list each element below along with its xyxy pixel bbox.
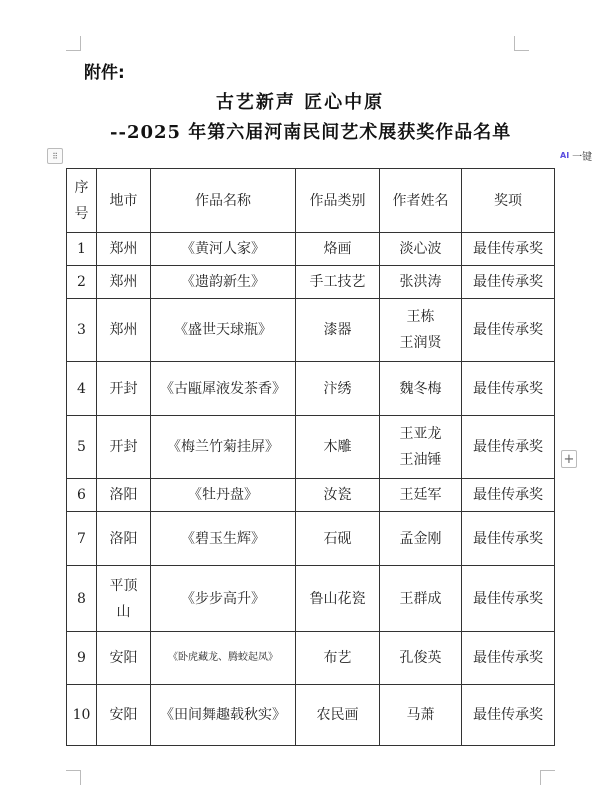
document-subtitle: --2025 年第六届河南民间艺术展获奖作品名单 — [110, 122, 512, 143]
cell-seq — [67, 416, 97, 479]
cell-award — [462, 299, 555, 362]
cell-text: 《步步高升》 — [181, 590, 265, 607]
cell-text: 马萧 — [406, 707, 435, 723]
cell-work-title — [151, 233, 296, 266]
cell-author — [380, 299, 462, 362]
page-corner-mark — [66, 770, 81, 785]
cell-work-title — [151, 362, 296, 416]
header-cell-award — [462, 169, 555, 233]
page-corner-mark — [540, 770, 555, 785]
cell-author — [380, 632, 462, 685]
cell-text: 最佳传承奖 — [473, 241, 543, 257]
cell-text: 漆器 — [323, 322, 352, 338]
cell-category — [296, 299, 380, 362]
cell-city — [97, 632, 151, 685]
cell-text: 郑州 — [109, 274, 138, 290]
cell-text: 4 — [77, 380, 86, 397]
cell-text: 王栋 王润贤 — [399, 309, 442, 351]
cell-category — [296, 362, 380, 416]
cell-text: 10 — [72, 707, 91, 723]
cell-work-title — [151, 512, 296, 566]
cell-text: 最佳传承奖 — [473, 274, 543, 290]
header-cell-work-title — [151, 169, 296, 233]
cell-text: 石砚 — [323, 530, 352, 547]
cell-text: 郑州 — [109, 322, 138, 338]
cell-seq — [67, 362, 97, 416]
cell-text: 《卧虎藏龙、腾蛟起凤》 — [168, 652, 278, 663]
header-label: 序 号 — [74, 179, 89, 222]
cell-work-title — [151, 416, 296, 479]
table-row — [67, 362, 555, 416]
cell-text: 1 — [77, 241, 86, 257]
cell-work-title — [151, 479, 296, 512]
cell-text: 王廷军 — [399, 487, 442, 503]
cell-text: 平顶 山 — [109, 577, 138, 620]
table-header-row — [67, 169, 555, 233]
cell-category — [296, 233, 380, 266]
cell-text: 木雕 — [323, 439, 352, 455]
cell-category — [296, 479, 380, 512]
cell-text: 《古甌犀液发茶香》 — [160, 380, 286, 397]
cell-text: 8 — [77, 590, 86, 607]
cell-text: 烙画 — [323, 241, 352, 257]
cell-city — [97, 566, 151, 632]
cell-text: 淡心波 — [399, 241, 442, 257]
cell-text: 开封 — [109, 380, 138, 397]
cell-city — [97, 299, 151, 362]
cell-city — [97, 685, 151, 746]
cell-award — [462, 266, 555, 299]
cell-text: 布艺 — [323, 650, 352, 666]
header-label: 作品名称 — [195, 192, 251, 209]
cell-text: 《黄河人家》 — [181, 241, 265, 257]
cell-text: 手工技艺 — [309, 274, 366, 290]
cell-category — [296, 566, 380, 632]
cell-text: 《梅兰竹菊挂屏》 — [167, 439, 279, 455]
cell-city — [97, 512, 151, 566]
cell-category — [296, 266, 380, 299]
cell-city — [97, 479, 151, 512]
cell-award — [462, 685, 555, 746]
header-cell-city — [97, 169, 151, 233]
cell-text: 开封 — [109, 439, 138, 455]
cell-text: 郑州 — [109, 241, 138, 257]
cell-text: 最佳传承奖 — [473, 322, 543, 338]
cell-award — [462, 416, 555, 479]
cell-author — [380, 566, 462, 632]
table-row — [67, 685, 555, 746]
cell-author — [380, 512, 462, 566]
header-label: 作者姓名 — [392, 192, 449, 209]
cell-text: 洛阳 — [109, 487, 138, 503]
cell-award — [462, 479, 555, 512]
table-row — [67, 233, 555, 266]
cell-text: 最佳传承奖 — [473, 530, 543, 547]
cell-text: 王亚龙 王油锤 — [399, 426, 442, 468]
attachment-label: 附件: — [84, 63, 125, 83]
cell-text: 2 — [77, 274, 86, 290]
cell-seq — [67, 566, 97, 632]
cell-text: 《遗韵新生》 — [181, 274, 265, 290]
ai-icon: AI — [560, 150, 570, 160]
cell-city — [97, 233, 151, 266]
cell-seq — [67, 632, 97, 685]
header-cell-category — [296, 169, 380, 233]
cell-work-title — [151, 685, 296, 746]
cell-award — [462, 233, 555, 266]
awards-table — [66, 168, 555, 746]
cell-author — [380, 266, 462, 299]
cell-text: 《田间舞趣载秋实》 — [160, 707, 286, 723]
page-corner-mark — [514, 36, 529, 51]
cell-text: 最佳传承奖 — [473, 650, 543, 666]
cell-seq — [67, 512, 97, 566]
cell-text: 6 — [77, 487, 86, 503]
cell-award — [462, 632, 555, 685]
document-title: 古艺新声 匠心中原 — [215, 92, 385, 113]
cell-city — [97, 416, 151, 479]
table-row — [67, 266, 555, 299]
cell-work-title — [151, 266, 296, 299]
cell-city — [97, 362, 151, 416]
table-move-handle-icon[interactable]: ⠿ — [47, 148, 63, 164]
cell-text: 鲁山花瓷 — [309, 590, 366, 607]
cell-author — [380, 233, 462, 266]
cell-text: 3 — [77, 322, 86, 338]
cell-work-title — [151, 299, 296, 362]
table-row — [67, 416, 555, 479]
cell-seq — [67, 266, 97, 299]
cell-award — [462, 512, 555, 566]
header-label: 奖项 — [494, 192, 522, 209]
ai-button-label: 一键 — [572, 151, 593, 162]
cell-text: 孔俊英 — [399, 650, 442, 666]
cell-text: 农民画 — [316, 707, 359, 723]
page-corner-mark — [66, 36, 81, 51]
table-row — [67, 566, 555, 632]
cell-text: 《盛世天球瓶》 — [174, 322, 272, 338]
cell-text: 汝瓷 — [323, 487, 352, 503]
cell-author — [380, 479, 462, 512]
header-label: 作品类别 — [309, 192, 366, 209]
cell-category — [296, 416, 380, 479]
cell-text: 《碧玉生辉》 — [181, 530, 265, 547]
cell-award — [462, 362, 555, 416]
cell-text: 7 — [77, 530, 86, 547]
cell-text: 魏冬梅 — [399, 380, 442, 397]
cell-author — [380, 362, 462, 416]
cell-category — [296, 632, 380, 685]
cell-seq — [67, 233, 97, 266]
cell-text: 《牡丹盘》 — [188, 487, 258, 503]
cell-seq — [67, 685, 97, 746]
table-row — [67, 632, 555, 685]
cell-text: 汴绣 — [323, 380, 352, 397]
cell-text: 张洪涛 — [399, 274, 442, 290]
cell-text: 最佳传承奖 — [473, 707, 543, 723]
header-cell-seq — [67, 169, 97, 233]
cell-text: 孟金刚 — [399, 530, 442, 547]
cell-seq — [67, 479, 97, 512]
cell-text: 最佳传承奖 — [473, 380, 543, 397]
cell-text: 王群成 — [399, 590, 442, 607]
cell-text: 最佳传承奖 — [473, 590, 543, 607]
cell-category — [296, 512, 380, 566]
cell-text: 9 — [77, 650, 86, 666]
cell-award — [462, 566, 555, 632]
cell-work-title — [151, 566, 296, 632]
table-row — [67, 512, 555, 566]
table-row — [67, 299, 555, 362]
cell-work-title — [151, 632, 296, 685]
add-row-button[interactable]: + — [561, 450, 577, 468]
cell-text: 最佳传承奖 — [473, 439, 543, 455]
header-cell-author — [380, 169, 462, 233]
header-label: 地市 — [109, 192, 138, 209]
cell-text: 洛阳 — [109, 530, 138, 547]
table-row — [67, 479, 555, 512]
ai-one-click-button[interactable] — [560, 148, 600, 162]
cell-author — [380, 685, 462, 746]
cell-text: 安阳 — [109, 650, 138, 666]
cell-category — [296, 685, 380, 746]
cell-text: 5 — [77, 439, 86, 455]
cell-seq — [67, 299, 97, 362]
cell-author — [380, 416, 462, 479]
cell-text: 最佳传承奖 — [473, 487, 543, 503]
cell-text: 安阳 — [109, 707, 138, 723]
cell-city — [97, 266, 151, 299]
